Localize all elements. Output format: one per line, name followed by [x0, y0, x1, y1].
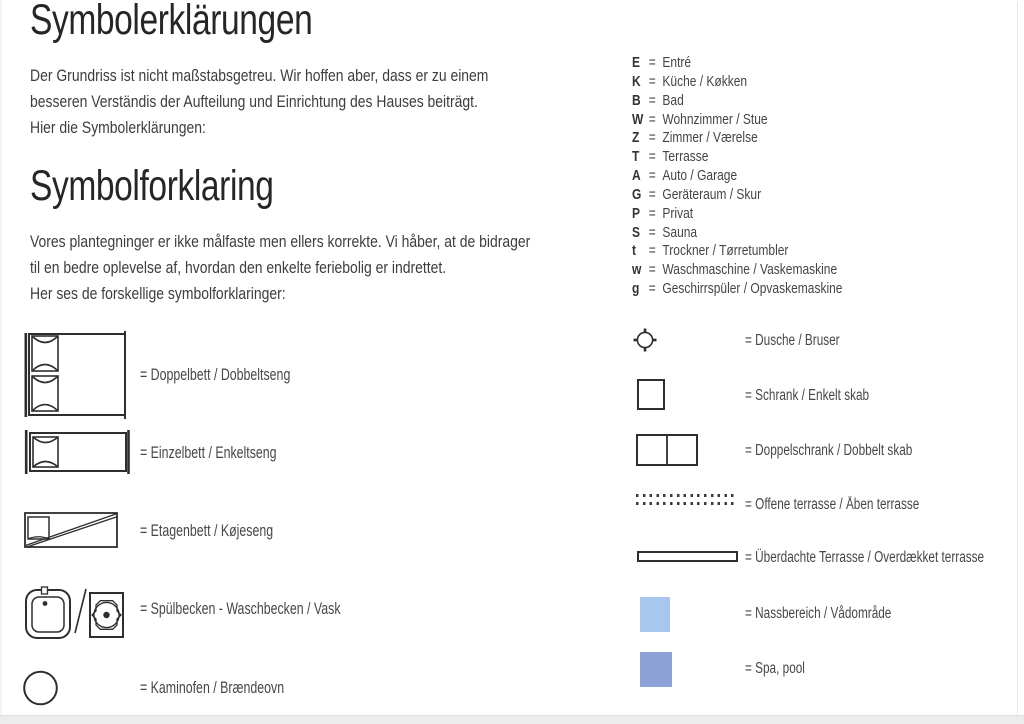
intro-text-danish: Vores plantegninger er ikke målfaste men ellers korrekte. Vi håber, at de bidrager til en bedre oplevelse af, hvordan den enkelte feriebolig er indrettet. Her ses de forskellige symbolforklaringer:	[30, 232, 531, 303]
room-code-row	[632, 224, 842, 243]
room-code-label: Privat	[662, 204, 694, 222]
equals-sign: =	[648, 261, 656, 279]
open-terrace-label: = Offene terrasse / Åben terrasse	[745, 496, 920, 513]
room-code-letter: w	[632, 261, 642, 279]
double-cabinet-label: = Doppelschrank / Dobbelt skab	[745, 442, 913, 459]
single-bed-icon	[22, 426, 134, 476]
covered-terrace-icon	[637, 551, 738, 562]
room-code-label: Wohnzimmer / Stue	[662, 110, 768, 128]
equals-sign: =	[648, 167, 656, 185]
room-code-row	[632, 242, 842, 261]
wet-area-label: = Nassbereich / Vådområde	[745, 605, 892, 622]
room-code-row	[632, 54, 842, 73]
room-code-letter: A	[632, 167, 641, 185]
equals-sign: =	[648, 91, 656, 109]
equals-sign: =	[648, 129, 656, 147]
equals-sign: =	[648, 204, 656, 222]
sink-washbasin-label: = Spülbecken - Waschbecken / Vask	[140, 600, 341, 618]
dotted-line	[636, 494, 738, 497]
double-bed-label: = Doppelbett / Dobbeltseng	[140, 366, 291, 384]
double-bed-icon	[22, 330, 132, 422]
room-code-row	[632, 167, 842, 186]
room-code-letter: Z	[632, 129, 640, 147]
bunk-bed-icon	[24, 510, 120, 550]
room-codes-list	[632, 54, 895, 299]
shower-label: = Dusche / Bruser	[745, 332, 840, 349]
open-terrace-icon	[636, 494, 738, 506]
equals-sign: =	[648, 223, 656, 241]
shower-icon	[631, 326, 659, 354]
room-code-row	[632, 261, 842, 280]
room-code-row	[632, 129, 842, 148]
equals-sign: =	[648, 148, 656, 166]
room-code-label: Terrasse	[662, 148, 709, 166]
room-code-letter: K	[632, 72, 641, 90]
single-bed-label: = Einzelbett / Enkeltseng	[140, 444, 277, 462]
heading-danish: Symbolforklaring	[30, 162, 274, 210]
room-code-row	[632, 205, 842, 224]
equals-sign: =	[648, 280, 656, 298]
wet-area-icon	[640, 597, 670, 632]
equals-sign: =	[648, 54, 656, 71]
room-code-letter: B	[632, 91, 641, 109]
room-code-label: Zimmer / Værelse	[662, 129, 758, 147]
room-code-row	[632, 186, 842, 205]
room-code-label: Entré	[662, 54, 692, 71]
covered-terrace-label: = Überdachte Terrasse / Overdækket terrasse	[745, 549, 985, 566]
room-code-letter: P	[632, 204, 641, 222]
room-code-row	[632, 148, 842, 167]
dotted-line	[636, 502, 738, 505]
double-cabinet-icon	[636, 434, 698, 466]
heading-german: Symbolerklärungen	[30, 0, 313, 44]
room-code-letter: g	[632, 280, 640, 298]
intro-text-german: Der Grundriss ist nicht maßstabsgetreu. Wir hoffen aber, dass er zu einem besseren Verständis der Aufteilung und Einrichtung des Hauses beiträgt. Hier die Symbolerklärungen:	[30, 66, 489, 137]
wood-stove-icon	[22, 668, 62, 708]
room-code-letter: T	[632, 148, 640, 166]
room-code-label: Waschmaschine / Vaskemaskine	[662, 261, 838, 279]
equals-sign: =	[648, 185, 656, 203]
room-code-label: Bad	[662, 91, 684, 109]
room-code-row	[632, 280, 842, 299]
equals-sign: =	[648, 242, 656, 260]
bunk-bed-label: = Etagenbett / Køjeseng	[140, 522, 274, 540]
room-code-label: Geräteraum / Skur	[662, 185, 762, 203]
single-cabinet-label: = Schrank / Enkelt skab	[745, 387, 870, 404]
sink-washbasin-icon	[24, 586, 128, 640]
room-code-letter: t	[632, 242, 636, 260]
room-code-letter: G	[632, 185, 642, 203]
equals-sign: =	[648, 72, 656, 90]
equals-sign: =	[648, 110, 656, 128]
page-right-edge	[1017, 2, 1018, 716]
room-code-row	[632, 73, 842, 92]
wood-stove-label: = Kaminofen / Brændeovn	[140, 679, 285, 697]
room-code-letter: S	[632, 223, 641, 241]
single-cabinet-icon	[637, 379, 665, 410]
spa-pool-label: = Spa, pool	[745, 660, 805, 677]
room-code-label: Küche / Køkken	[662, 72, 748, 90]
room-code-row	[632, 111, 842, 130]
page-left-edge	[0, 0, 2, 716]
spa-pool-icon	[640, 652, 672, 687]
room-code-label: Sauna	[662, 223, 698, 241]
room-code-row	[632, 92, 842, 111]
room-code-label: Auto / Garage	[662, 167, 738, 185]
room-code-letter: E	[632, 54, 641, 71]
room-code-label: Trockner / Tørretumbler	[662, 242, 789, 260]
room-code-letter: W	[632, 110, 644, 128]
page-bottom-edge	[0, 715, 1024, 724]
room-code-label: Geschirrspüler / Opvaskemaskine	[662, 280, 843, 298]
